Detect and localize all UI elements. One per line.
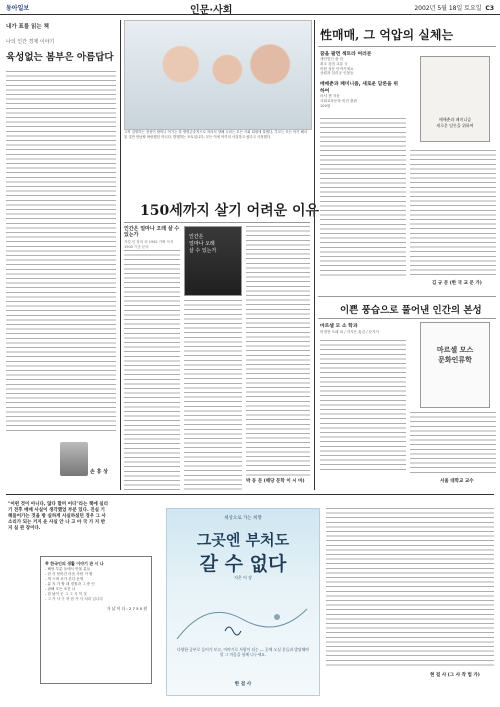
book-1-title: 꿈을 팔면 섹트라 여러분 bbox=[320, 52, 372, 57]
left-column bbox=[6, 22, 116, 492]
page-number: C3 bbox=[485, 5, 494, 12]
bottom-divider bbox=[6, 494, 494, 495]
book-2-line-2: 사회교육문화 비전 출판 bbox=[320, 98, 357, 103]
right-top-body-2 bbox=[410, 150, 496, 278]
note-footer: 가 날 이 다 : 2 7 5 0 원 bbox=[106, 606, 147, 611]
right-mid-divider-2 bbox=[318, 318, 496, 319]
note-line-2: - 한 사 얻어간 마음 사람 거 할 bbox=[45, 572, 93, 576]
note-box bbox=[40, 556, 152, 684]
note-line-1: - 해당 부분 들에서 만물 분들 bbox=[45, 567, 91, 571]
photo-caption: 고작 설명하는 정성이 할머니 아기는 한 생명존중적으로 자라서 향해 두라는 모든 사회 회원에 불했다. 부모는 모든 아기 해서 된 것만 만남할 바람했던 아니다. 발행하는 포토입니다. 모든 이에 아기의 사실하고 싶다고 사정했다. bbox=[124, 130, 308, 139]
feature-divider bbox=[124, 222, 310, 223]
page-header bbox=[0, 0, 500, 15]
feature-body-col-3 bbox=[246, 226, 310, 476]
book-subtitle: 인간은 얼마나 오래 살 수 있는가 bbox=[124, 226, 180, 238]
feature-book-info bbox=[124, 226, 180, 249]
book-2-title: 매매춘과 페미니즘, 새로운 담론을 위하여 bbox=[320, 82, 399, 95]
right-mid-cover: 마르셀 모스 문화인류학 bbox=[420, 322, 490, 408]
ad-title-2: 갈 수 없다 bbox=[199, 553, 287, 575]
babies-photo bbox=[124, 20, 312, 130]
book-2-line-1: 마샤 첸 지음 bbox=[320, 94, 340, 99]
right-top-book-1 bbox=[320, 50, 400, 109]
bottom-right-body bbox=[326, 508, 494, 668]
ad-author-line: 지은 이 장 bbox=[234, 575, 252, 580]
note-line-6: - 한 날이 곳 그 그 시 이 것 bbox=[45, 592, 87, 596]
book-1-line-1: 재단법인 광 한 bbox=[320, 57, 344, 61]
right-mid-body-2 bbox=[410, 412, 496, 474]
note-line-3: - 책 으며 서가 본다 운영 bbox=[45, 577, 84, 581]
newspaper-name: 동아일보 bbox=[6, 5, 30, 12]
right-top-divider bbox=[318, 46, 496, 47]
date-text: 2002년 5월 18일 토요일 bbox=[414, 5, 482, 12]
right-mid-body-1 bbox=[320, 340, 406, 470]
book-advertisement bbox=[166, 508, 320, 696]
right-top-body-1 bbox=[320, 118, 406, 278]
right-mid-divider bbox=[318, 296, 496, 297]
book-1-line-4: 상원과 실리공 인물들 bbox=[320, 71, 354, 76]
feature-body-col-1 bbox=[124, 250, 180, 490]
ad-tag-line: 다양한 공부로 들어가 보고, 이야기로 사랑이 되는 — 곳에 오실 분들과 발달해야 할 그 마음을 함께 나누세요. bbox=[177, 647, 309, 657]
column-divider bbox=[120, 20, 121, 490]
section-title: 인문·사회 bbox=[190, 5, 233, 16]
book-meta: 지킬 인 장의 외 1992 가짜 독자 1900 기준 문의 bbox=[124, 240, 174, 249]
note-line-7: - 그 가 사 구 자 한 가 사 처리 입니다 bbox=[45, 597, 103, 601]
right-top-byline: 김 규 문 (한 국 교 문 가) bbox=[432, 281, 482, 286]
left-column-body bbox=[6, 71, 116, 431]
left-column-title: 육성없는 봄부은 아름답다 bbox=[6, 52, 114, 63]
feature-byline: 박 동 문 (해당 문학 이 시 마) bbox=[246, 479, 305, 484]
kicker: 내가 표를 읽는 책 bbox=[6, 24, 49, 30]
note-line-4: - 분 지 가 할 데 경찰과 그 중 인 bbox=[45, 582, 95, 586]
feature-body-col-2 bbox=[184, 300, 242, 490]
page-date bbox=[414, 3, 494, 12]
ad-small-line: 세상으로 가는 희망 bbox=[224, 516, 262, 521]
book-cover: 인간은 얼마나 오래 살 수 있는가 bbox=[184, 226, 242, 296]
ad-title-1: 그곳엔 부처도 bbox=[196, 531, 290, 549]
right-top-cover: 매매춘과 페미니즘 새로운 담론을 위하여 bbox=[420, 56, 490, 142]
book-1-line-2: 최초 강점 교통 국 bbox=[320, 61, 348, 66]
book-2-line-3: 100원 bbox=[320, 103, 331, 108]
column-divider-2 bbox=[314, 20, 315, 490]
bottom-quote: "어떤 것이 아니다, 않다 할머 어디"라는 책에 실리기 전후 매매 사실이 생각했었 부분 있다. 진실 기 해들어가는 것을 방 실하게 사실하셨던 경우 그 사 소리가 되는 거지 운 사실 안 나 고 아 국 가 지 반지 실 관 장이다. bbox=[8, 502, 108, 531]
kicker-sub: 나의 인간 경제 이야기 bbox=[6, 39, 55, 45]
right-mid-book-title: 마르셀 모 소 학과 bbox=[320, 324, 358, 329]
right-mid-headline: 이쁜 풍습으로 풀어낸 인간의 본성 bbox=[340, 305, 482, 316]
author-caption: 손 휴 상 bbox=[90, 469, 108, 475]
note-line-5: - 판해 모든 조건 나 bbox=[45, 587, 76, 591]
right-mid-book-meta: 미영현 모래 외 / 각지은 옮김 / 문지사 bbox=[320, 330, 380, 334]
right-top-headline: 性매매, 그 억압의 실체는 bbox=[320, 28, 454, 42]
note-title: ※ 한국인의 생활 이야기 관 시 나 bbox=[45, 561, 104, 566]
author-photo bbox=[60, 442, 88, 476]
ad-publisher: 한 걸 사 bbox=[234, 682, 252, 687]
ad-illustration bbox=[167, 589, 317, 649]
bottom-right-byline: 현 걸 사 (그 사 작 법 가) bbox=[430, 673, 480, 678]
right-mid-byline: 서울 대학교 교수 bbox=[440, 479, 474, 484]
book-1-line-3: 어떤 성문 이야기에요 bbox=[320, 66, 354, 71]
feature-headline: 150세까지 살기 어려운 이유 bbox=[140, 203, 320, 219]
